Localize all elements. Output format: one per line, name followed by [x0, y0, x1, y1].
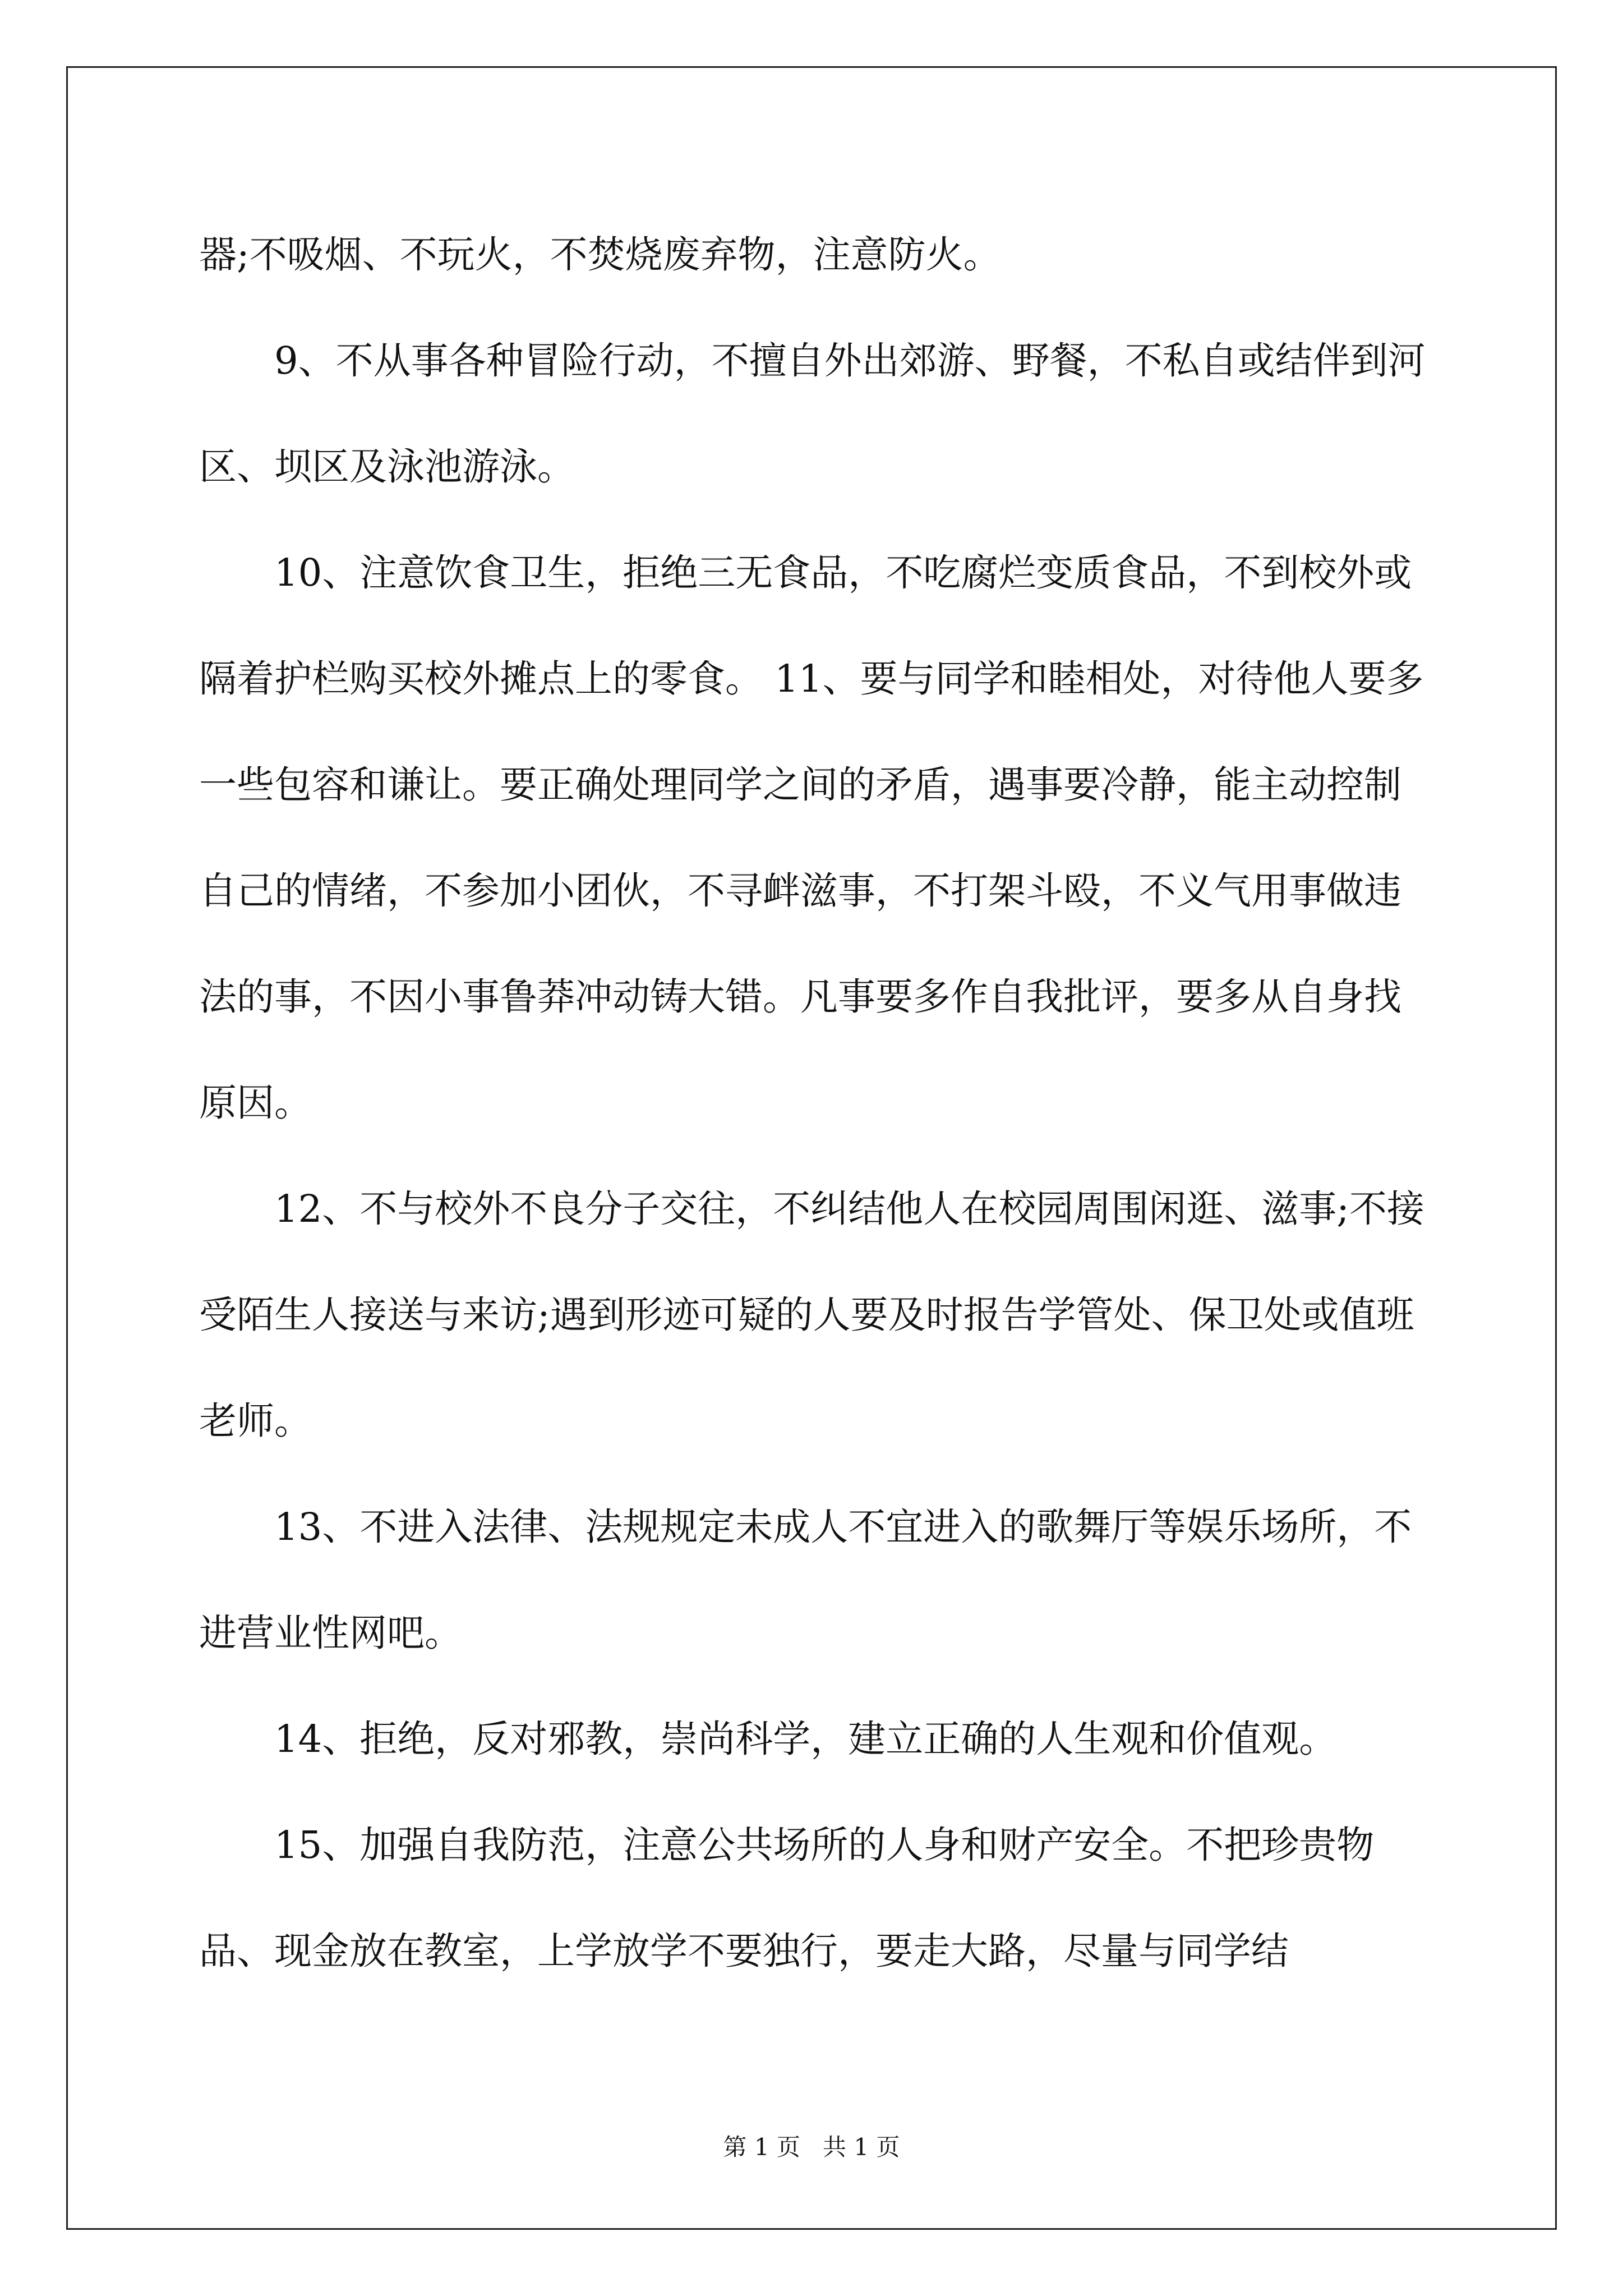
paragraph-7: 15、加强自我防范，注意公共场所的人身和财产安全。不把珍贵物品、现金放在教室，上学放学不要独行，要走大路，尽量与同学结 — [199, 1823, 1375, 1973]
paragraph-4: 12、不与校外不良分子交往，不纠结他人在校园周围闲逛、滋事;不接受陌生人接送与来访;遇到形迹可疑的人要及时报告学管处、保卫处或值班老师。 — [199, 1187, 1424, 1443]
paragraph-3: 10、注意饮食卫生，拒绝三无食品，不吃腐烂变质食品，不到校外或隔着护栏购买校外摊点上的零食。 11、要与同学和睦相处，对待他人要多一些包容和谦让。要正确处理同学之间的矛盾，遇事要冷静，能主动控制自己的情绪，不参加小团伙，不寻衅滋事，不打架斗殴，不义气用事做违法的事，不因小事鲁莽冲动铸大错。凡事要多作自我批评，要多从自身找原因。 — [199, 551, 1424, 1125]
document-body — [199, 202, 1427, 2004]
page-number-footer: 第 1 页 共 1 页 — [723, 2133, 900, 2161]
paragraph-6: 14、拒绝，反对邪教，崇尚科学，建立正确的人生观和价值观。 — [274, 1717, 1337, 1761]
paragraph-2: 9、不从事各种冒险行动，不擅自外出郊游、野餐，不私自或结伴到河区、坝区及泳池游泳。 — [199, 339, 1426, 489]
paragraph-5: 13、不进入法律、法规规定未成人不宜进入的歌舞厅等娱乐场所，不进营业性网吧。 — [199, 1505, 1412, 1655]
paragraph-1: 器;不吸烟、不玩火，不焚烧废弃物，注意防火。 — [199, 233, 1001, 277]
